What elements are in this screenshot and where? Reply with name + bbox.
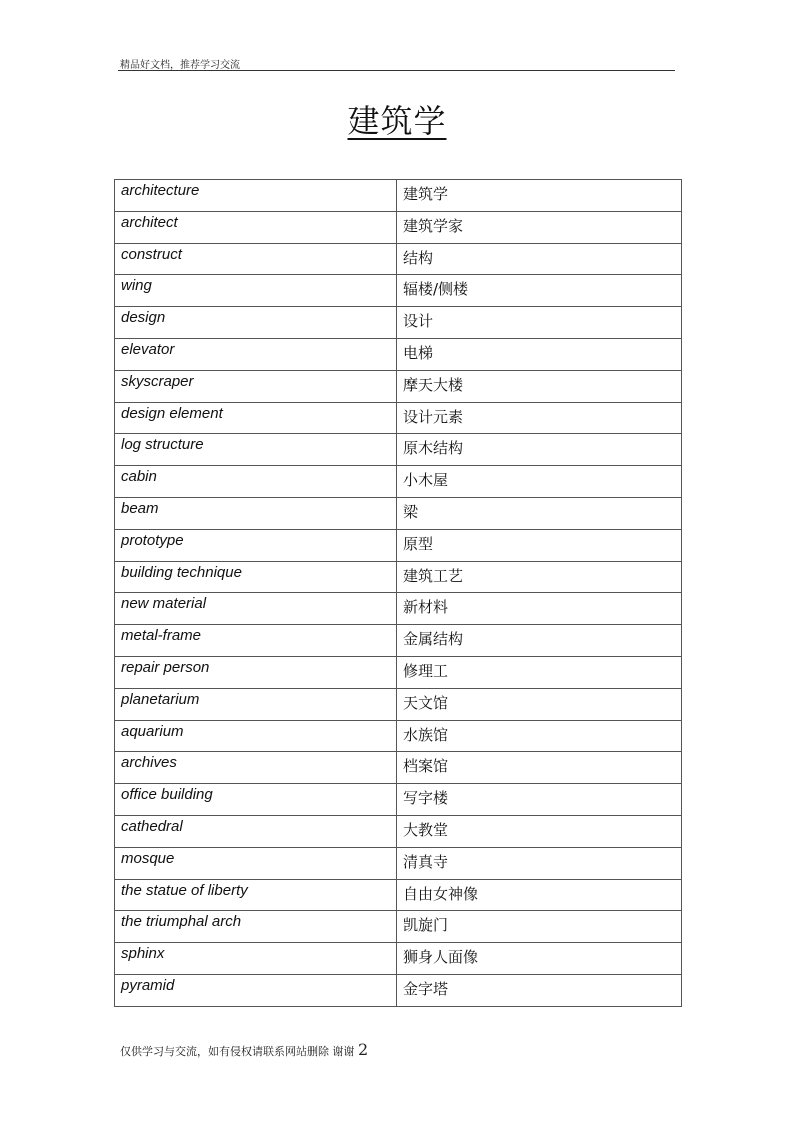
page-title bbox=[0, 96, 794, 142]
chinese-term-cell: 辐楼/侧楼 bbox=[397, 275, 682, 307]
english-term-cell: architecture bbox=[115, 180, 397, 212]
table-row bbox=[115, 879, 682, 911]
table-row bbox=[115, 243, 682, 275]
chinese-term-cell: 建筑学 bbox=[397, 180, 682, 212]
vocabulary-table bbox=[114, 179, 682, 1007]
table-row bbox=[115, 815, 682, 847]
chinese-term-cell: 凯旋门 bbox=[397, 911, 682, 943]
chinese-term-cell: 建筑工艺 bbox=[397, 561, 682, 593]
header-rule bbox=[118, 70, 675, 71]
table-row bbox=[115, 911, 682, 943]
english-term-cell: pyramid bbox=[115, 974, 397, 1006]
english-term-cell: repair person bbox=[115, 656, 397, 688]
page-number: 2 bbox=[358, 1040, 369, 1059]
table-row bbox=[115, 275, 682, 307]
english-term-cell: design element bbox=[115, 402, 397, 434]
chinese-term-cell: 摩天大楼 bbox=[397, 370, 682, 402]
english-term-cell: wing bbox=[115, 275, 397, 307]
english-term-cell: aquarium bbox=[115, 720, 397, 752]
page-title-text: 建筑学 bbox=[347, 102, 447, 140]
chinese-term-cell: 小木屋 bbox=[397, 466, 682, 498]
table-row bbox=[115, 338, 682, 370]
table-row bbox=[115, 625, 682, 657]
english-term-cell: planetarium bbox=[115, 688, 397, 720]
footer-note bbox=[120, 1040, 368, 1059]
table-row bbox=[115, 784, 682, 816]
table-row bbox=[115, 752, 682, 784]
table-row bbox=[115, 434, 682, 466]
english-term-cell: cabin bbox=[115, 466, 397, 498]
chinese-term-cell: 原型 bbox=[397, 529, 682, 561]
english-term-cell: the statue of liberty bbox=[115, 879, 397, 911]
table-row bbox=[115, 466, 682, 498]
footer-text: 仅供学习与交流，如有侵权请联系网站删除 谢谢 bbox=[120, 1045, 355, 1058]
table-row bbox=[115, 307, 682, 339]
chinese-term-cell: 设计元素 bbox=[397, 402, 682, 434]
english-term-cell: design bbox=[115, 307, 397, 339]
english-term-cell: building technique bbox=[115, 561, 397, 593]
table-row bbox=[115, 180, 682, 212]
table-row bbox=[115, 497, 682, 529]
table-row bbox=[115, 847, 682, 879]
chinese-term-cell: 原木结构 bbox=[397, 434, 682, 466]
english-term-cell: skyscraper bbox=[115, 370, 397, 402]
english-term-cell: elevator bbox=[115, 338, 397, 370]
english-term-cell: construct bbox=[115, 243, 397, 275]
chinese-term-cell: 清真寺 bbox=[397, 847, 682, 879]
chinese-term-cell: 金属结构 bbox=[397, 625, 682, 657]
chinese-term-cell: 大教堂 bbox=[397, 815, 682, 847]
english-term-cell: prototype bbox=[115, 529, 397, 561]
chinese-term-cell: 结构 bbox=[397, 243, 682, 275]
english-term-cell: log structure bbox=[115, 434, 397, 466]
table-row bbox=[115, 593, 682, 625]
english-term-cell: metal-frame bbox=[115, 625, 397, 657]
table-row bbox=[115, 211, 682, 243]
english-term-cell: new material bbox=[115, 593, 397, 625]
chinese-term-cell: 金字塔 bbox=[397, 974, 682, 1006]
chinese-term-cell: 设计 bbox=[397, 307, 682, 339]
english-term-cell: architect bbox=[115, 211, 397, 243]
chinese-term-cell: 水族馆 bbox=[397, 720, 682, 752]
chinese-term-cell: 新材料 bbox=[397, 593, 682, 625]
chinese-term-cell: 狮身人面像 bbox=[397, 943, 682, 975]
chinese-term-cell: 梁 bbox=[397, 497, 682, 529]
chinese-term-cell: 修理工 bbox=[397, 656, 682, 688]
english-term-cell: sphinx bbox=[115, 943, 397, 975]
table-row bbox=[115, 561, 682, 593]
table-row bbox=[115, 943, 682, 975]
english-term-cell: the triumphal arch bbox=[115, 911, 397, 943]
vocabulary-table-body bbox=[115, 180, 682, 1007]
chinese-term-cell: 天文馆 bbox=[397, 688, 682, 720]
table-row bbox=[115, 402, 682, 434]
english-term-cell: cathedral bbox=[115, 815, 397, 847]
table-row bbox=[115, 688, 682, 720]
table-row bbox=[115, 656, 682, 688]
header-note: 精品好文档，推荐学习交流 bbox=[120, 60, 240, 71]
english-term-cell: office building bbox=[115, 784, 397, 816]
chinese-term-cell: 电梯 bbox=[397, 338, 682, 370]
table-row bbox=[115, 974, 682, 1006]
table-row bbox=[115, 720, 682, 752]
chinese-term-cell: 建筑学家 bbox=[397, 211, 682, 243]
chinese-term-cell: 写字楼 bbox=[397, 784, 682, 816]
english-term-cell: archives bbox=[115, 752, 397, 784]
english-term-cell: beam bbox=[115, 497, 397, 529]
table-row bbox=[115, 370, 682, 402]
table-row bbox=[115, 529, 682, 561]
chinese-term-cell: 自由女神像 bbox=[397, 879, 682, 911]
english-term-cell: mosque bbox=[115, 847, 397, 879]
chinese-term-cell: 档案馆 bbox=[397, 752, 682, 784]
